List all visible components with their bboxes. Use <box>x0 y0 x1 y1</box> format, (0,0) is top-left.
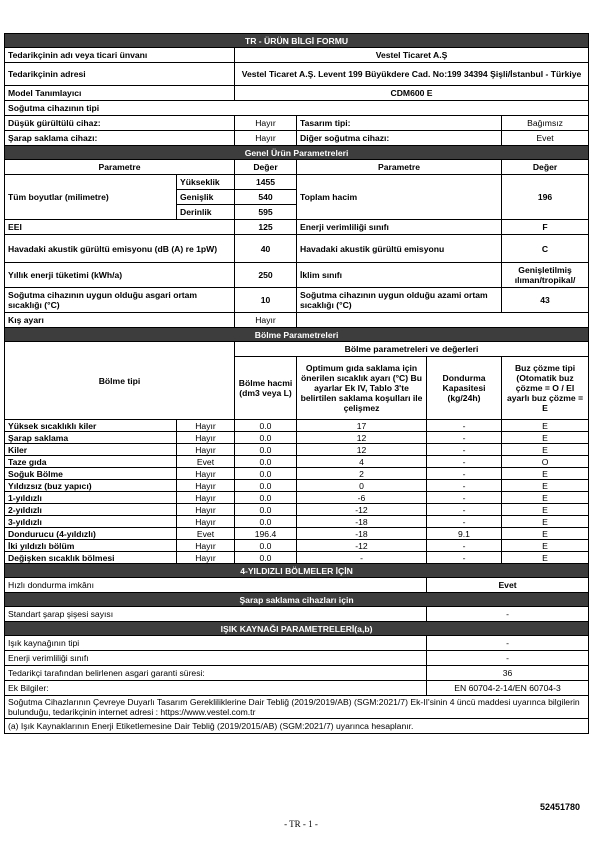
compartment-defrost: E <box>502 552 589 564</box>
compartment-defrost: E <box>502 432 589 444</box>
max-ambient-label: Soğutma cihazının uygun olduğu azami ortam sıcaklığı (°C) <box>297 288 502 313</box>
energy-class-value: F <box>502 220 589 235</box>
compartment-temp: 12 <box>297 432 427 444</box>
fast-freeze-label: Hızlı dondurma imkânı <box>5 578 427 593</box>
depth-label: Derinlik <box>177 205 235 220</box>
compartment-volume: 0.0 <box>235 468 297 480</box>
compartment-capacity: - <box>427 480 502 492</box>
page-number: - TR - 1 - <box>284 819 318 829</box>
compartment-present: Hayır <box>177 420 235 432</box>
general-col-value: Değer <box>235 160 297 175</box>
compartment-name: Soğuk Bölme <box>5 468 177 480</box>
supplier-name-value: Vestel Ticaret A.Ş <box>235 48 589 63</box>
model-value: CDM600 E <box>235 86 589 101</box>
product-info-table <box>4 33 589 734</box>
total-volume-value: 196 <box>502 175 589 220</box>
wine-bottles-label: Standart şarap şişesi sayısı <box>5 607 427 622</box>
compartment-present: Evet <box>177 528 235 540</box>
noise-db-value: 40 <box>235 235 297 263</box>
compartment-present: Hayır <box>177 516 235 528</box>
compartment-volume: 0.0 <box>235 516 297 528</box>
compartment-name: Dondurucu (4-yıldızlı) <box>5 528 177 540</box>
extra-info-label: Ek Bilgiler: <box>5 681 427 696</box>
other-appliance-value: Evet <box>502 131 589 146</box>
compartment-defrost-header: Buz çözme tipi (Otomatik buz çözme = O / El ayarlı buz çözme = E <box>502 357 589 420</box>
general-col-param-2: Parametre <box>297 160 502 175</box>
product-info-form <box>4 33 588 734</box>
compartment-row <box>5 528 589 540</box>
compartment-volume: 0.0 <box>235 540 297 552</box>
compartment-volume-header: Bölme hacmi (dm3 veya L) <box>235 357 297 420</box>
energy-class-label: Enerji verimliliği sınıfı <box>297 220 502 235</box>
compartment-volume: 0.0 <box>235 456 297 468</box>
compartment-name: 2-yıldızlı <box>5 504 177 516</box>
compartment-volume: 0.0 <box>235 552 297 564</box>
compartment-type-header: Bölme tipi <box>5 342 235 420</box>
compartment-defrost: E <box>502 504 589 516</box>
compartment-temp-header: Optimum gıda saklama için önerilen sıcaklık ayarı (°C) Bu ayarlar Ek IV, Tablo 3'te belirtilen saklama koşulları ile çelişmez <box>297 357 427 420</box>
compartment-volume: 0.0 <box>235 504 297 516</box>
compartment-temp: -12 <box>297 504 427 516</box>
compartment-defrost: E <box>502 444 589 456</box>
compartment-defrost: E <box>502 528 589 540</box>
winter-setting-empty <box>297 313 589 328</box>
compartment-volume: 0.0 <box>235 492 297 504</box>
four-star-band: 4-YILDIZLI BÖLMELER İÇİN <box>5 564 589 578</box>
supplier-address-label: Tedarikçinin adresi <box>5 63 235 86</box>
compartment-present: Hayır <box>177 432 235 444</box>
compartment-name: İki yıldızlı bölüm <box>5 540 177 552</box>
compartment-present: Evet <box>177 456 235 468</box>
width-value: 540 <box>235 190 297 205</box>
height-value: 1455 <box>235 175 297 190</box>
compartment-present: Hayır <box>177 444 235 456</box>
compartment-volume: 0.0 <box>235 432 297 444</box>
annual-energy-value: 250 <box>235 263 297 288</box>
compartment-capacity: - <box>427 540 502 552</box>
min-ambient-value: 10 <box>235 288 297 313</box>
compartment-row <box>5 504 589 516</box>
total-volume-label: Toplam hacim <box>297 175 502 220</box>
general-col-param: Parametre <box>5 160 235 175</box>
warranty-value: 36 <box>427 666 589 681</box>
compartment-capacity: - <box>427 444 502 456</box>
compartment-temp: 4 <box>297 456 427 468</box>
form-title: TR - ÜRÜN BİLGİ FORMU <box>5 34 589 48</box>
compartment-name: Kiler <box>5 444 177 456</box>
light-energy-value: - <box>427 651 589 666</box>
compartment-defrost: E <box>502 420 589 432</box>
compartment-present: Hayır <box>177 504 235 516</box>
wine-storage-value: Hayır <box>235 131 297 146</box>
compartment-row <box>5 480 589 492</box>
wine-band: Şarap saklama cihazları için <box>5 593 589 607</box>
compartment-capacity: - <box>427 420 502 432</box>
wine-storage-label: Şarap saklama cihazı: <box>5 131 235 146</box>
compartment-volume: 0.0 <box>235 444 297 456</box>
light-band: IŞIK KAYNAĞI PARAMETRELERİ(a,b) <box>5 622 589 636</box>
compartment-temp: - <box>297 552 427 564</box>
compartment-params-header: Bölme parametreleri ve değerleri <box>235 342 589 357</box>
low-noise-label: Düşük gürültülü cihaz: <box>5 116 235 131</box>
eei-value: 125 <box>235 220 297 235</box>
compartment-name: Yüksek sıcaklıklı kiler <box>5 420 177 432</box>
compartments-band: Bölme Parametreleri <box>5 328 589 342</box>
compartment-present: Hayır <box>177 492 235 504</box>
compartment-name: Şarap saklama <box>5 432 177 444</box>
min-ambient-label: Soğutma cihazının uygun olduğu asgari ortam sıcaklığı (°C) <box>5 288 235 313</box>
compartment-row <box>5 540 589 552</box>
compartment-present: Hayır <box>177 540 235 552</box>
compartment-name: Taze gıda <box>5 456 177 468</box>
height-label: Yükseklik <box>177 175 235 190</box>
compartment-row <box>5 492 589 504</box>
compartment-name: Yıldızsız (buz yapıcı) <box>5 480 177 492</box>
compartment-temp: 17 <box>297 420 427 432</box>
compartment-present: Hayır <box>177 552 235 564</box>
compartment-volume: 0.0 <box>235 480 297 492</box>
max-ambient-value: 43 <box>502 288 589 313</box>
compartment-defrost: E <box>502 516 589 528</box>
general-col-value-2: Değer <box>502 160 589 175</box>
compartment-capacity: 9.1 <box>427 528 502 540</box>
noise-db-label: Havadaki akustik gürültü emisyonu (dB (A) re 1pW) <box>5 235 235 263</box>
compartment-row <box>5 432 589 444</box>
compartment-row <box>5 468 589 480</box>
compartment-present: Hayır <box>177 468 235 480</box>
light-type-value: - <box>427 636 589 651</box>
climate-class-value: Genişletilmiş ılıman/tropikal/ <box>502 263 589 288</box>
compartment-temp: -12 <box>297 540 427 552</box>
note-line-2: (a) Işık Kaynaklarının Enerji Etiketlemesine Dair Tebliğ (2019/2015/AB) (SGM:2021/7) uyarınca hesaplanır. <box>5 719 589 734</box>
compartment-name: Değişken sıcaklık bölmesi <box>5 552 177 564</box>
compartment-capacity-header: Dondurma Kapasitesi (kg/24h) <box>427 357 502 420</box>
light-type-label: Işık kaynağının tipi <box>5 636 427 651</box>
compartment-capacity: - <box>427 516 502 528</box>
general-band: Genel Ürün Parametreleri <box>5 146 589 160</box>
depth-value: 595 <box>235 205 297 220</box>
dimensions-label: Tüm boyutlar (milimetre) <box>5 175 177 220</box>
warranty-label: Tedarikçi tarafından belirlenen asgari garanti süresi: <box>5 666 427 681</box>
compartment-capacity: - <box>427 432 502 444</box>
compartment-capacity: - <box>427 492 502 504</box>
compartment-temp: -18 <box>297 528 427 540</box>
width-label: Genişlik <box>177 190 235 205</box>
eei-label: EEI <box>5 220 235 235</box>
noise-class-value: C <box>502 235 589 263</box>
model-label: Model Tanımlayıcı <box>5 86 235 101</box>
compartment-row <box>5 456 589 468</box>
compartment-present: Hayır <box>177 480 235 492</box>
supplier-address-value: Vestel Ticaret A.Ş. Levent 199 Büyükdere Cad. No:199 34394 Şişli/İstanbul - Türkiye <box>235 63 589 86</box>
document-code: 52451780 <box>540 802 581 812</box>
design-type-value: Bağımsız <box>502 116 589 131</box>
compartment-row <box>5 444 589 456</box>
compartment-defrost: O <box>502 456 589 468</box>
compartment-temp: 2 <box>297 468 427 480</box>
compartment-defrost: E <box>502 540 589 552</box>
compartment-volume: 196.4 <box>235 528 297 540</box>
compartment-temp: 12 <box>297 444 427 456</box>
appliance-type-heading: Soğutma cihazının tipi <box>5 101 589 116</box>
noise-class-label: Havadaki akustik gürültü emisyonu <box>297 235 502 263</box>
low-noise-value: Hayır <box>235 116 297 131</box>
compartment-temp: 0 <box>297 480 427 492</box>
compartment-capacity: - <box>427 456 502 468</box>
winter-setting-label: Kış ayarı <box>5 313 235 328</box>
compartment-temp: -18 <box>297 516 427 528</box>
compartment-capacity: - <box>427 504 502 516</box>
compartment-row <box>5 552 589 564</box>
climate-class-label: İklim sınıfı <box>297 263 502 288</box>
fast-freeze-value: Evet <box>427 578 589 593</box>
compartment-capacity: - <box>427 552 502 564</box>
compartment-defrost: E <box>502 468 589 480</box>
compartment-row <box>5 516 589 528</box>
compartment-temp: -6 <box>297 492 427 504</box>
other-appliance-label: Diğer soğutma cihazı: <box>297 131 502 146</box>
compartment-row <box>5 420 589 432</box>
annual-energy-label: Yıllık enerji tüketimi (kWh/a) <box>5 263 235 288</box>
compartment-capacity: - <box>427 468 502 480</box>
supplier-name-label: Tedarikçinin adı veya ticari ünvanı <box>5 48 235 63</box>
winter-setting-value: Hayır <box>235 313 297 328</box>
design-type-label: Tasarım tipi: <box>297 116 502 131</box>
extra-info-value: EN 60704-2-14/EN 60704-3 <box>427 681 589 696</box>
wine-bottles-value: - <box>427 607 589 622</box>
light-energy-label: Enerji verimliliği sınıfı <box>5 651 427 666</box>
note-line-1: Soğutma Cihazlarının Çevreye Duyarlı Tasarım Gerekliliklerine Dair Tebliğ (2019/2019/AB) (SGM:2021/7) Ek-II'sinin 4 üncü maddesi uyarınca bilgilerin bulunduğu, tedarikçinin internet adresi : https://www.vestel.com.tr <box>5 696 589 719</box>
compartment-name: 3-yıldızlı <box>5 516 177 528</box>
compartment-rows <box>5 420 589 564</box>
compartment-name: 1-yıldızlı <box>5 492 177 504</box>
compartment-defrost: E <box>502 480 589 492</box>
compartment-defrost: E <box>502 492 589 504</box>
compartment-volume: 0.0 <box>235 420 297 432</box>
